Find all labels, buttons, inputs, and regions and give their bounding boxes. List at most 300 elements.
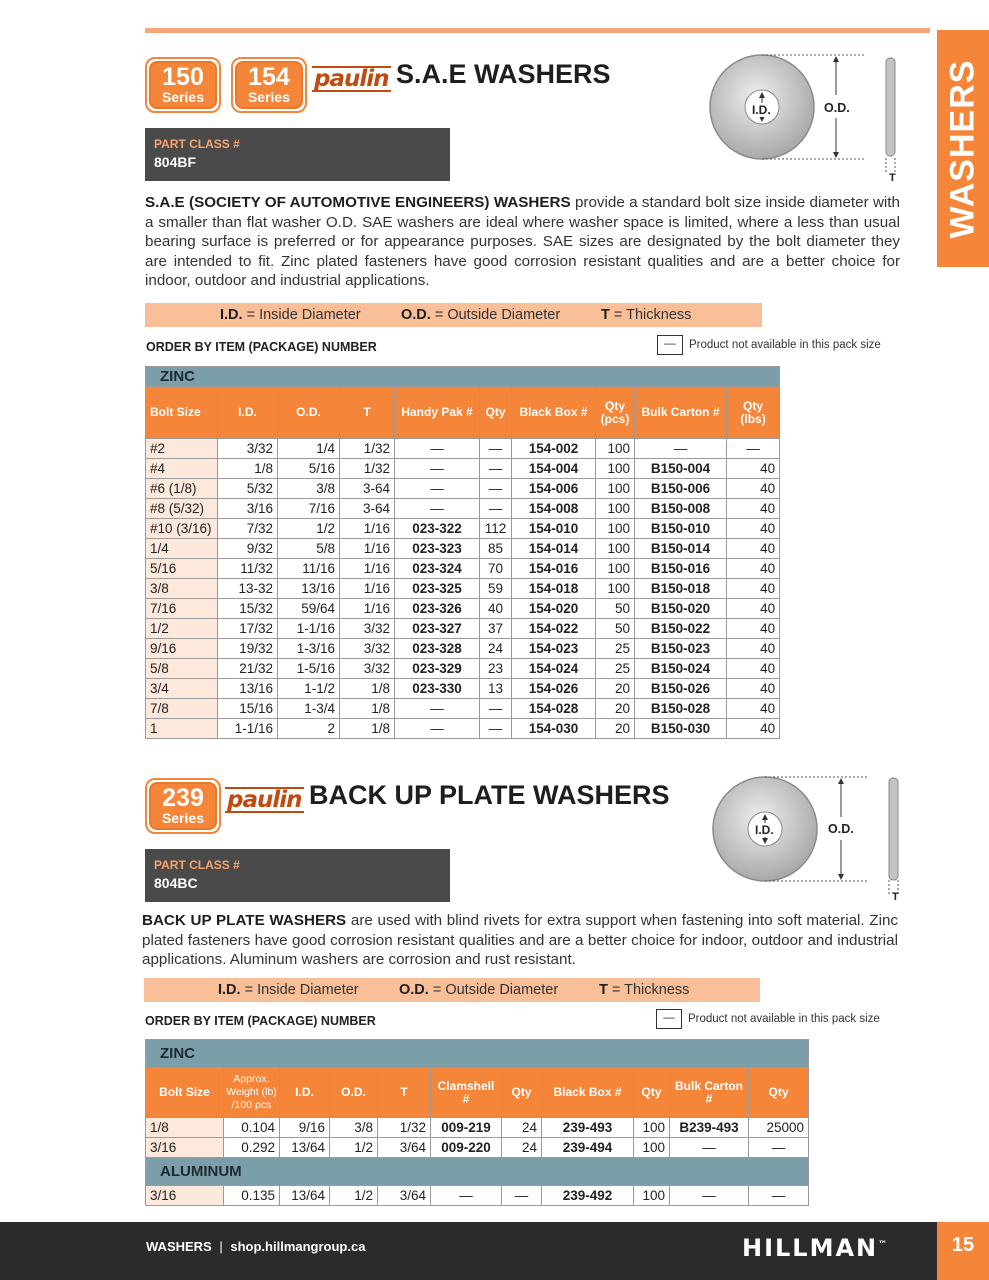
table-row [146, 639, 780, 659]
table-cell: B150-023 [635, 639, 727, 659]
table-cell: — [395, 479, 480, 499]
table-cell: 5/16 [146, 559, 218, 579]
table-cell: 40 [727, 679, 780, 699]
table-row [146, 619, 780, 639]
table-cell: 9/16 [280, 1118, 330, 1138]
table-cell: 50 [596, 599, 635, 619]
table-cell: 25000 [749, 1118, 809, 1138]
table-cell: 100 [596, 559, 635, 579]
legend-bar [145, 303, 762, 327]
sae-washers-table [145, 366, 780, 739]
table-cell: 20 [596, 679, 635, 699]
series-number: 154 [248, 63, 290, 91]
table-cell: 3/8 [330, 1118, 378, 1138]
not-available-legend [656, 1009, 880, 1029]
table-cell: B150-006 [635, 479, 727, 499]
table-cell: 13/16 [218, 679, 278, 699]
table-cell: 3/64 [378, 1138, 431, 1158]
table-cell: 3/8 [278, 479, 340, 499]
column-header: I.D. [218, 387, 278, 439]
table-cell: 1-1/2 [278, 679, 340, 699]
legend-od-abbr: O.D. [399, 982, 429, 998]
page-number: 15 [937, 1222, 989, 1280]
table-cell: 100 [596, 439, 635, 459]
legend-bar [144, 978, 760, 1002]
na-text: Product not available in this pack size [689, 339, 881, 352]
table-cell: 239-494 [542, 1138, 634, 1158]
table-cell: — [395, 439, 480, 459]
table-cell: 20 [596, 699, 635, 719]
paulin-logo: paulin [314, 66, 389, 92]
series-badge-239 [145, 778, 221, 834]
diagram-t-label: T [892, 891, 899, 903]
table-cell: 40 [727, 459, 780, 479]
table-cell: 239-493 [542, 1118, 634, 1138]
hillman-logo [742, 1234, 889, 1262]
column-header: Qty (pcs) [596, 387, 635, 439]
table-cell: #10 (3/16) [146, 519, 218, 539]
order-label: ORDER BY ITEM (PACKAGE) NUMBER [146, 340, 377, 354]
table-cell: 100 [596, 459, 635, 479]
na-text: Product not available in this pack size [688, 1013, 880, 1026]
table-cell: 1/2 [330, 1138, 378, 1158]
description-body: provide a standard bolt size inside diameter with a smaller than flat washer O.D. SAE washers are ideal where washer space is limited, where a less than usual bearing surface is preferred or for appearance purposes. SAE sizes are designated by the bolt diameter they are intended to fit. Zinc plated fasteners have good corrosion resistant qualities and are a better choice for indoor, outdoor and industrial applications. [145, 194, 900, 289]
column-header: Qty (lbs) [727, 387, 780, 439]
table-cell: 5/8 [278, 539, 340, 559]
table-cell: 7/16 [146, 599, 218, 619]
table-cell: 112 [480, 519, 512, 539]
table-cell: B150-022 [635, 619, 727, 639]
table-cell: 1/16 [340, 559, 395, 579]
group-label: ZINC [146, 367, 780, 387]
table-cell: 100 [596, 479, 635, 499]
table-cell: 25 [596, 659, 635, 679]
group-label: ALUMINUM [146, 1158, 809, 1186]
table-cell: 11/32 [218, 559, 278, 579]
table-cell: B150-024 [635, 659, 727, 679]
washer-edge [889, 778, 898, 880]
table-cell: 3/32 [340, 659, 395, 679]
table-cell: B150-026 [635, 679, 727, 699]
table-cell: 1/2 [146, 619, 218, 639]
table-cell: — [502, 1186, 542, 1206]
diagram-od-label: O.D. [824, 101, 850, 115]
table-cell: 40 [727, 579, 780, 599]
table-cell: 9/32 [218, 539, 278, 559]
table-cell: B150-018 [635, 579, 727, 599]
table-cell: 40 [727, 639, 780, 659]
table-row [146, 539, 780, 559]
table-cell: — [480, 699, 512, 719]
table-cell: 100 [634, 1138, 670, 1158]
table-cell: 009-219 [431, 1118, 502, 1138]
table-cell: — [480, 479, 512, 499]
header-row [146, 1068, 809, 1118]
section-title: S.A.E WASHERS [396, 59, 611, 89]
order-label: ORDER BY ITEM (PACKAGE) NUMBER [145, 1014, 376, 1028]
group-row [146, 1158, 809, 1186]
table-cell: 154-016 [512, 559, 596, 579]
column-header: Black Box # [542, 1068, 634, 1118]
table-cell: 1/8 [146, 1118, 224, 1138]
table-row [146, 579, 780, 599]
table-cell: 1/16 [340, 539, 395, 559]
table-row [146, 499, 780, 519]
table-cell: 21/32 [218, 659, 278, 679]
column-header: Handy Pak # [395, 387, 480, 439]
table-cell: — [749, 1186, 809, 1206]
header-row [146, 387, 780, 439]
table-cell: B150-020 [635, 599, 727, 619]
table-cell: 5/32 [218, 479, 278, 499]
table-cell: 154-023 [512, 639, 596, 659]
part-class-label: PART CLASS # [154, 137, 240, 151]
table-cell: 1-3/4 [278, 699, 340, 719]
part-class-label: PART CLASS # [154, 858, 240, 872]
diagram-id-label: I.D. [752, 103, 771, 117]
table-cell: 1/32 [340, 439, 395, 459]
table-cell: — [395, 499, 480, 519]
table-row [146, 659, 780, 679]
legend-od-text: = Outside Diameter [434, 307, 561, 323]
table-cell: 40 [727, 719, 780, 739]
legend-t-abbr: T [599, 982, 608, 998]
table-cell: — [395, 699, 480, 719]
column-header: T [340, 387, 395, 439]
table-cell: 3/64 [378, 1186, 431, 1206]
description-lead: S.A.E (SOCIETY OF AUTOMOTIVE ENGINEERS) WASHERS [145, 194, 571, 211]
table-cell: — [480, 439, 512, 459]
table-cell: 009-220 [431, 1138, 502, 1158]
table-cell: 1/2 [330, 1186, 378, 1206]
table-cell: 50 [596, 619, 635, 639]
column-header: O.D. [330, 1068, 378, 1118]
table-cell: 15/32 [218, 599, 278, 619]
table-cell: 19/32 [218, 639, 278, 659]
table-cell: 1/32 [340, 459, 395, 479]
table-cell: 13-32 [218, 579, 278, 599]
side-tab [937, 30, 989, 267]
table-cell: 3-64 [340, 479, 395, 499]
table-cell: 1/32 [378, 1118, 431, 1138]
table-cell: — [395, 459, 480, 479]
table-cell: 3-64 [340, 499, 395, 519]
table-cell: 40 [727, 599, 780, 619]
table-cell: 154-024 [512, 659, 596, 679]
table-cell: 70 [480, 559, 512, 579]
table-cell: 023-326 [395, 599, 480, 619]
table-cell: 13/64 [280, 1186, 330, 1206]
table-cell: 9/16 [146, 639, 218, 659]
table-cell: B150-016 [635, 559, 727, 579]
series-number: 150 [162, 63, 204, 91]
part-class-box [145, 128, 450, 181]
brand-name: HILLMAN [742, 1234, 879, 1262]
table-row [146, 559, 780, 579]
table-cell: 1/8 [340, 679, 395, 699]
table-cell: 40 [727, 659, 780, 679]
series-label: Series [161, 810, 205, 826]
table-row [146, 699, 780, 719]
table-cell: — [635, 439, 727, 459]
section-title: BACK UP PLATE WASHERS [309, 780, 670, 810]
table-cell: 1-1/16 [218, 719, 278, 739]
table-cell: 59/64 [278, 599, 340, 619]
legend-od-abbr: O.D. [401, 307, 431, 323]
table-cell: 154-020 [512, 599, 596, 619]
table-cell: 154-018 [512, 579, 596, 599]
table-cell: B150-030 [635, 719, 727, 739]
table-cell: 37 [480, 619, 512, 639]
column-header: I.D. [280, 1068, 330, 1118]
table-cell: #4 [146, 459, 218, 479]
table-cell: 40 [727, 619, 780, 639]
series-label: Series [247, 89, 291, 105]
series-badge-150 [145, 57, 221, 113]
table-cell: 1/4 [146, 539, 218, 559]
table-row [146, 1186, 809, 1206]
table-cell: 023-322 [395, 519, 480, 539]
table-cell: 3/16 [146, 1186, 224, 1206]
table-cell: 40 [727, 699, 780, 719]
table-cell: 100 [596, 499, 635, 519]
table-row [146, 719, 780, 739]
column-header: Qty [634, 1068, 670, 1118]
table-cell: 5/16 [278, 459, 340, 479]
description [142, 911, 898, 970]
not-available-legend [657, 335, 881, 355]
table-cell: 0.292 [224, 1138, 280, 1158]
table-cell: 15/16 [218, 699, 278, 719]
table-cell: 17/32 [218, 619, 278, 639]
table-cell: 100 [596, 539, 635, 559]
table-cell: 023-328 [395, 639, 480, 659]
diagram-od-label: O.D. [828, 822, 854, 836]
part-class-box [145, 849, 450, 902]
table-cell: 100 [596, 519, 635, 539]
column-header: O.D. [278, 387, 340, 439]
table-cell: 3/16 [146, 1138, 224, 1158]
table-cell: 3/16 [218, 499, 278, 519]
table-cell: 154-030 [512, 719, 596, 739]
column-header: Bulk Carton # [670, 1068, 749, 1118]
series-badge-154 [231, 57, 307, 113]
table-row [146, 599, 780, 619]
table-cell: 100 [634, 1186, 670, 1206]
description [145, 193, 900, 291]
table-cell: 154-028 [512, 699, 596, 719]
table-cell: 154-010 [512, 519, 596, 539]
table-cell: — [431, 1186, 502, 1206]
legend-id-text: = Inside Diameter [244, 982, 359, 998]
table-cell: 154-008 [512, 499, 596, 519]
legend-t-text: = Thickness [611, 982, 690, 998]
table-cell: 3/4 [146, 679, 218, 699]
table-cell: 1 [146, 719, 218, 739]
table-cell: 20 [596, 719, 635, 739]
legend-od-text: = Outside Diameter [432, 982, 559, 998]
table-cell: 13/64 [280, 1138, 330, 1158]
part-class-value: 804BF [154, 154, 197, 170]
table-cell: 5/8 [146, 659, 218, 679]
table-cell: 023-325 [395, 579, 480, 599]
table-cell: 7/8 [146, 699, 218, 719]
table-cell: 023-323 [395, 539, 480, 559]
series-label: Series [161, 89, 205, 105]
table-cell: 1/8 [218, 459, 278, 479]
table-cell: 2 [278, 719, 340, 739]
footer-separator: | [219, 1239, 223, 1254]
table-cell: — [395, 719, 480, 739]
table-cell: #2 [146, 439, 218, 459]
table-cell: 85 [480, 539, 512, 559]
table-cell: 40 [727, 519, 780, 539]
backup-plate-table [145, 1039, 809, 1206]
table-cell: B150-028 [635, 699, 727, 719]
table-cell: 23 [480, 659, 512, 679]
table-cell: 59 [480, 579, 512, 599]
table-cell: 3/32 [340, 639, 395, 659]
table-cell: 40 [480, 599, 512, 619]
table-cell: B150-004 [635, 459, 727, 479]
table-row [146, 1138, 809, 1158]
description-body: are used with blind rivets for extra support when fastening into soft material. Zinc plated fasteners have good corrosion resistant qualities and are a better choice for indoor, outdoor and industrial applications. Aluminum washers are corrosion and rust resistant. [142, 912, 898, 968]
table-cell: 13 [480, 679, 512, 699]
table-cell: — [480, 719, 512, 739]
column-header: Qty [749, 1068, 809, 1118]
table-cell: #8 (5/32) [146, 499, 218, 519]
table-cell: B239-493 [670, 1118, 749, 1138]
table-cell: 0.104 [224, 1118, 280, 1138]
column-header: Bolt Size [146, 1068, 224, 1118]
table-cell: 1/2 [278, 519, 340, 539]
top-rule [145, 28, 930, 33]
table-row [146, 479, 780, 499]
column-header: Approx. Weight (lb) /100 pcs [224, 1068, 280, 1118]
table-cell: 25 [596, 639, 635, 659]
column-header: Clamshell # [431, 1068, 502, 1118]
table-cell: 11/16 [278, 559, 340, 579]
table-cell: 023-327 [395, 619, 480, 639]
diagram-t-label: T [889, 172, 896, 184]
table-cell: 023-324 [395, 559, 480, 579]
table-cell: 3/32 [340, 619, 395, 639]
table-cell: — [480, 459, 512, 479]
group-row [146, 1040, 809, 1068]
na-symbol: — [657, 335, 683, 355]
column-header: Qty [480, 387, 512, 439]
table-cell: — [480, 499, 512, 519]
table-cell: 154-022 [512, 619, 596, 639]
column-header: T [378, 1068, 431, 1118]
washer-edge [886, 58, 895, 156]
table-cell: 40 [727, 499, 780, 519]
table-cell: 023-329 [395, 659, 480, 679]
table-cell: 24 [502, 1118, 542, 1138]
table-cell: 40 [727, 479, 780, 499]
table-row [146, 459, 780, 479]
table-cell: 1/16 [340, 579, 395, 599]
table-cell: 100 [596, 579, 635, 599]
footer-section: WASHERS [146, 1239, 212, 1254]
table-cell: 7/32 [218, 519, 278, 539]
side-tab-label: WASHERS [943, 59, 982, 238]
table-cell: 0.135 [224, 1186, 280, 1206]
paulin-logo: paulin [227, 787, 302, 813]
part-class-value: 804BC [154, 875, 198, 891]
table-cell: 023-330 [395, 679, 480, 699]
table-cell: B150-010 [635, 519, 727, 539]
table-cell: 1-3/16 [278, 639, 340, 659]
column-header: Bulk Carton # [635, 387, 727, 439]
table-cell: 24 [480, 639, 512, 659]
table-row [146, 679, 780, 699]
table-cell: 1-1/16 [278, 619, 340, 639]
legend-t-text: = Thickness [613, 307, 692, 323]
footer-site-link[interactable]: shop.hillmangroup.ca [230, 1239, 366, 1254]
table-cell: 13/16 [278, 579, 340, 599]
table-cell: 154-004 [512, 459, 596, 479]
legend-id-abbr: I.D. [220, 307, 243, 323]
brand-tm: ™ [878, 1240, 890, 1250]
column-header: Bolt Size [146, 387, 218, 439]
table-cell: 1/16 [340, 519, 395, 539]
column-header: Qty [502, 1068, 542, 1118]
column-header: Black Box # [512, 387, 596, 439]
table-cell: 1/4 [278, 439, 340, 459]
description-lead: BACK UP PLATE WASHERS [142, 912, 347, 929]
table-cell: 40 [727, 559, 780, 579]
washer-diagram [700, 50, 910, 190]
na-symbol: — [656, 1009, 682, 1029]
footer [0, 1222, 989, 1280]
table-cell: 1-5/16 [278, 659, 340, 679]
table-cell: B150-008 [635, 499, 727, 519]
table-cell: 154-002 [512, 439, 596, 459]
footer-text [146, 1239, 365, 1254]
table-cell: — [727, 439, 780, 459]
table-cell: — [749, 1138, 809, 1158]
table-cell: #6 (1/8) [146, 479, 218, 499]
table-cell: B150-014 [635, 539, 727, 559]
table-cell: 154-014 [512, 539, 596, 559]
table-cell: 154-026 [512, 679, 596, 699]
washer-diagram [703, 772, 913, 912]
table-cell: 40 [727, 539, 780, 559]
table-cell: 239-492 [542, 1186, 634, 1206]
table-row [146, 1118, 809, 1138]
legend-id-abbr: I.D. [218, 982, 241, 998]
group-row [146, 367, 780, 387]
table-row [146, 519, 780, 539]
table-cell: 1/8 [340, 719, 395, 739]
table-cell: 1/16 [340, 599, 395, 619]
table-cell: 7/16 [278, 499, 340, 519]
legend-t-abbr: T [601, 307, 610, 323]
group-label: ZINC [146, 1040, 809, 1068]
table-cell: 3/32 [218, 439, 278, 459]
series-number: 239 [162, 784, 204, 812]
table-cell: 3/8 [146, 579, 218, 599]
table-row [146, 439, 780, 459]
table-cell: — [670, 1138, 749, 1158]
diagram-id-label: I.D. [755, 823, 774, 837]
table-cell: 1/8 [340, 699, 395, 719]
table-cell: 24 [502, 1138, 542, 1158]
table-cell: 154-006 [512, 479, 596, 499]
table-cell: 100 [634, 1118, 670, 1138]
legend-id-text: = Inside Diameter [246, 307, 361, 323]
